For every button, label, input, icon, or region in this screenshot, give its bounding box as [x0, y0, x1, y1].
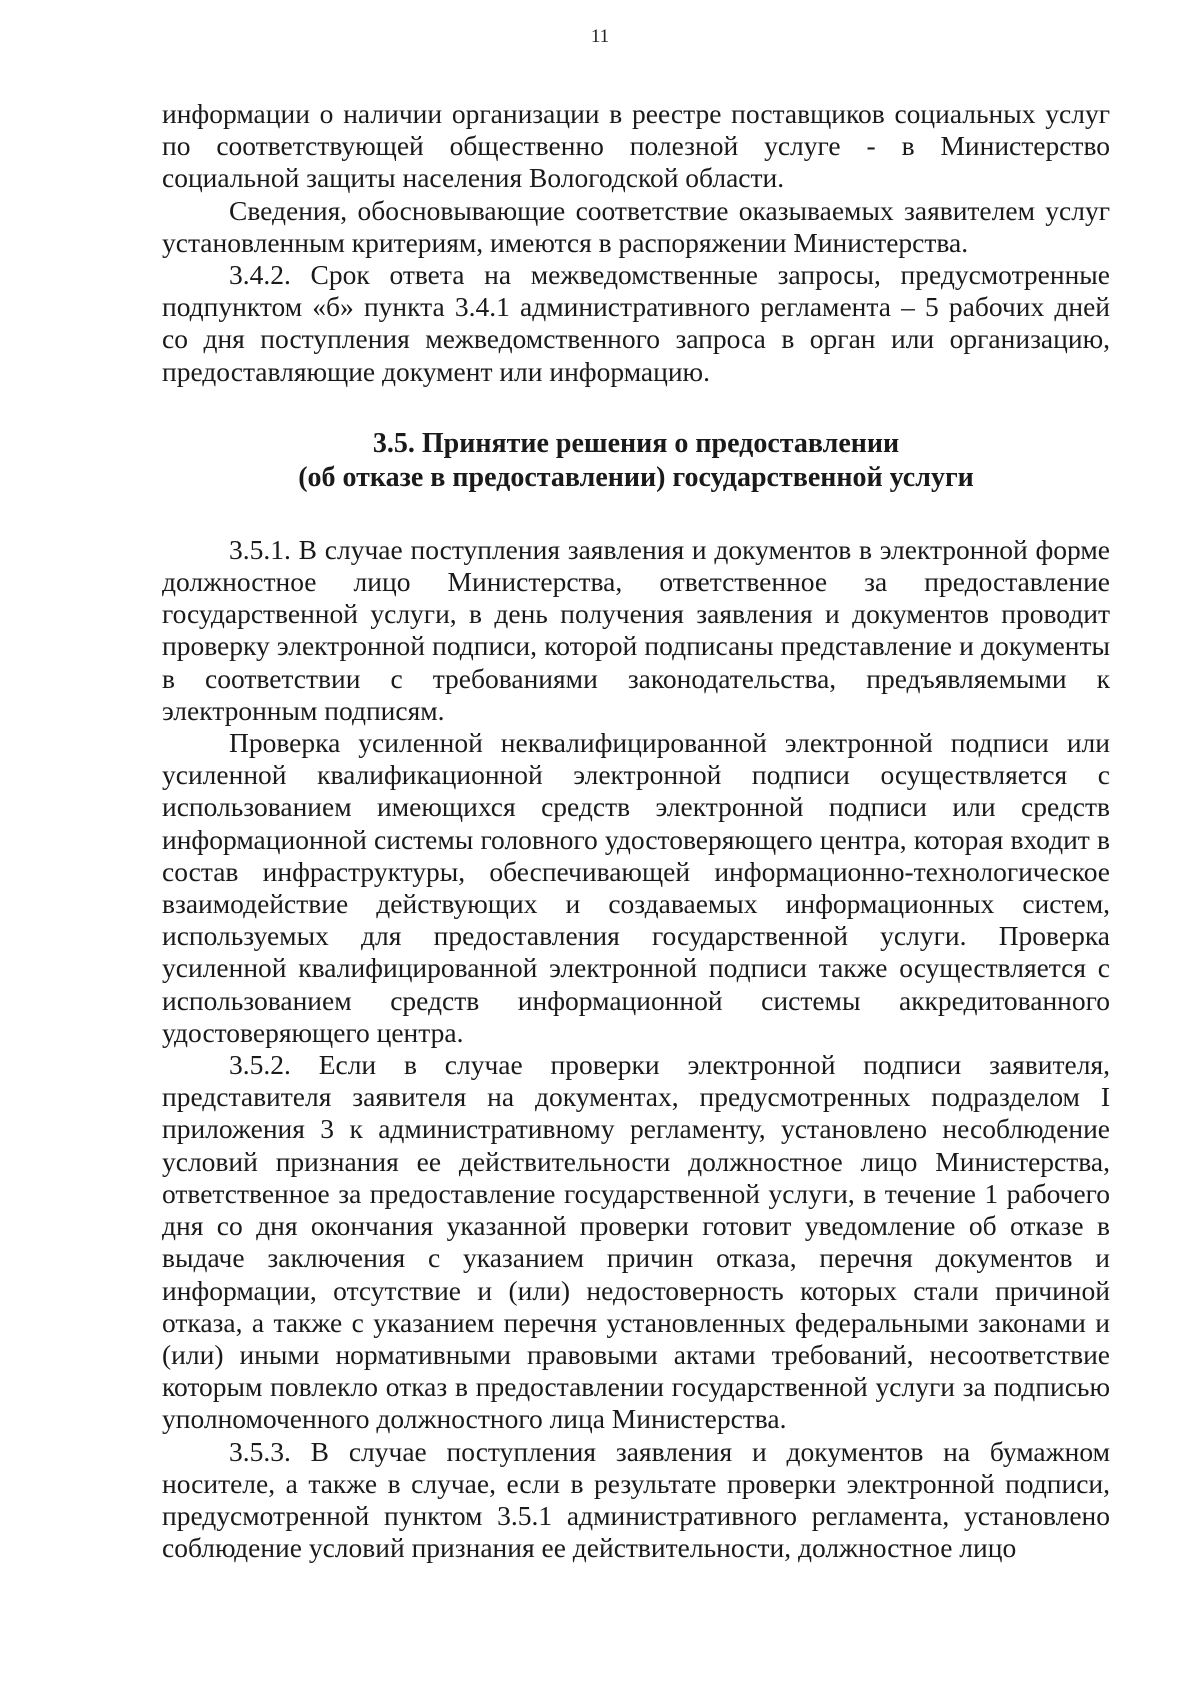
paragraph-3-5-3: 3.5.3. В случае поступления заявления и документов на бумажном носителе, а также в случае, если в результате проверки электронной подписи, предусмотренной пунктом 3.5.1 административного регламента, установлено соблюдение условий признания ее действительности, должностное лицо — [162, 1435, 1110, 1564]
section-heading-3-5 — [162, 427, 1110, 495]
paragraph-3-5-2: 3.5.2. Если в случае проверки электронной подписи заявителя, представителя заявителя на документах, предусмотренных подразделом I приложения 3 к административному регламенту, установлено несоблюдение условий признания ее действительности должностное лицо Министерства, ответственное за предоставление государственной услуги, в течение 1 рабочего дня со дня окончания указанной проверки готовит уведомление об отказе в выдаче заключения с указанием причин отказа, перечня документов и информации, отсутствие и (или) недостоверность которых стали причиной отказа, а также с указанием перечня установленных федеральными законами и (или) иными нормативными правовыми актами требований, несоответствие которым повлекло отказ в предоставлении государственной услуги за подписью уполномоченного должностного лица Министерства. — [162, 1049, 1110, 1435]
section-heading-line-1: 3.5. Принятие решения о предоставлении — [372, 427, 900, 459]
paragraph-3-5-1: 3.5.1. В случае поступления заявления и документов в электронной форме должностное лицо Министерства, ответственное за предоставление государственной услуги, в день получения заявления и документов проводит проверку электронной подписи, которой подписаны представление и документы в соответствии с требованиями законодательства, предъявляемыми к электронным подписям. — [162, 533, 1110, 726]
page-number: 11 — [590, 26, 610, 47]
document-body — [162, 98, 1110, 1564]
paragraph-criteria-info: Сведения, обосновывающие соответствие оказываемых заявителем услуг установленным критериям, имеются в распоряжении Министерства. — [162, 194, 1110, 258]
paragraph-signature-check: Проверка усиленной неквалифицированной электронной подписи или усиленной квалификационной электронной подписи осуществляется с использованием имеющихся средств электронной подписи или средств информационной системы головного удостоверяющего центра, которая входит в состав инфраструктуры, обеспечивающей информационно-технологическое взаимодействие действующих и создаваемых информационных систем, используемых для предоставления государственной услуги. Проверка усиленной квалифицированной электронной подписи также осуществляется с использованием средств информационной системы аккредитованного удостоверяющего центра. — [162, 727, 1110, 1048]
paragraph-registry-info: информации о наличии организации в реестре поставщиков социальных услуг по соответствующей общественно полезной услуге - в Министерство социальной защиты населения Вологодской области. — [162, 98, 1110, 194]
section-heading-line-2: (об отказе в предоставлении) государственной услуги — [298, 461, 974, 493]
paragraph-3-4-2: 3.4.2. Срок ответа на межведомственные запросы, предусмотренные подпунктом «б» пункта 3.4.1 административного регламента – 5 рабочих дней со дня поступления межведомственного запроса в орган или организацию, предоставляющие документ или информацию. — [162, 259, 1110, 387]
